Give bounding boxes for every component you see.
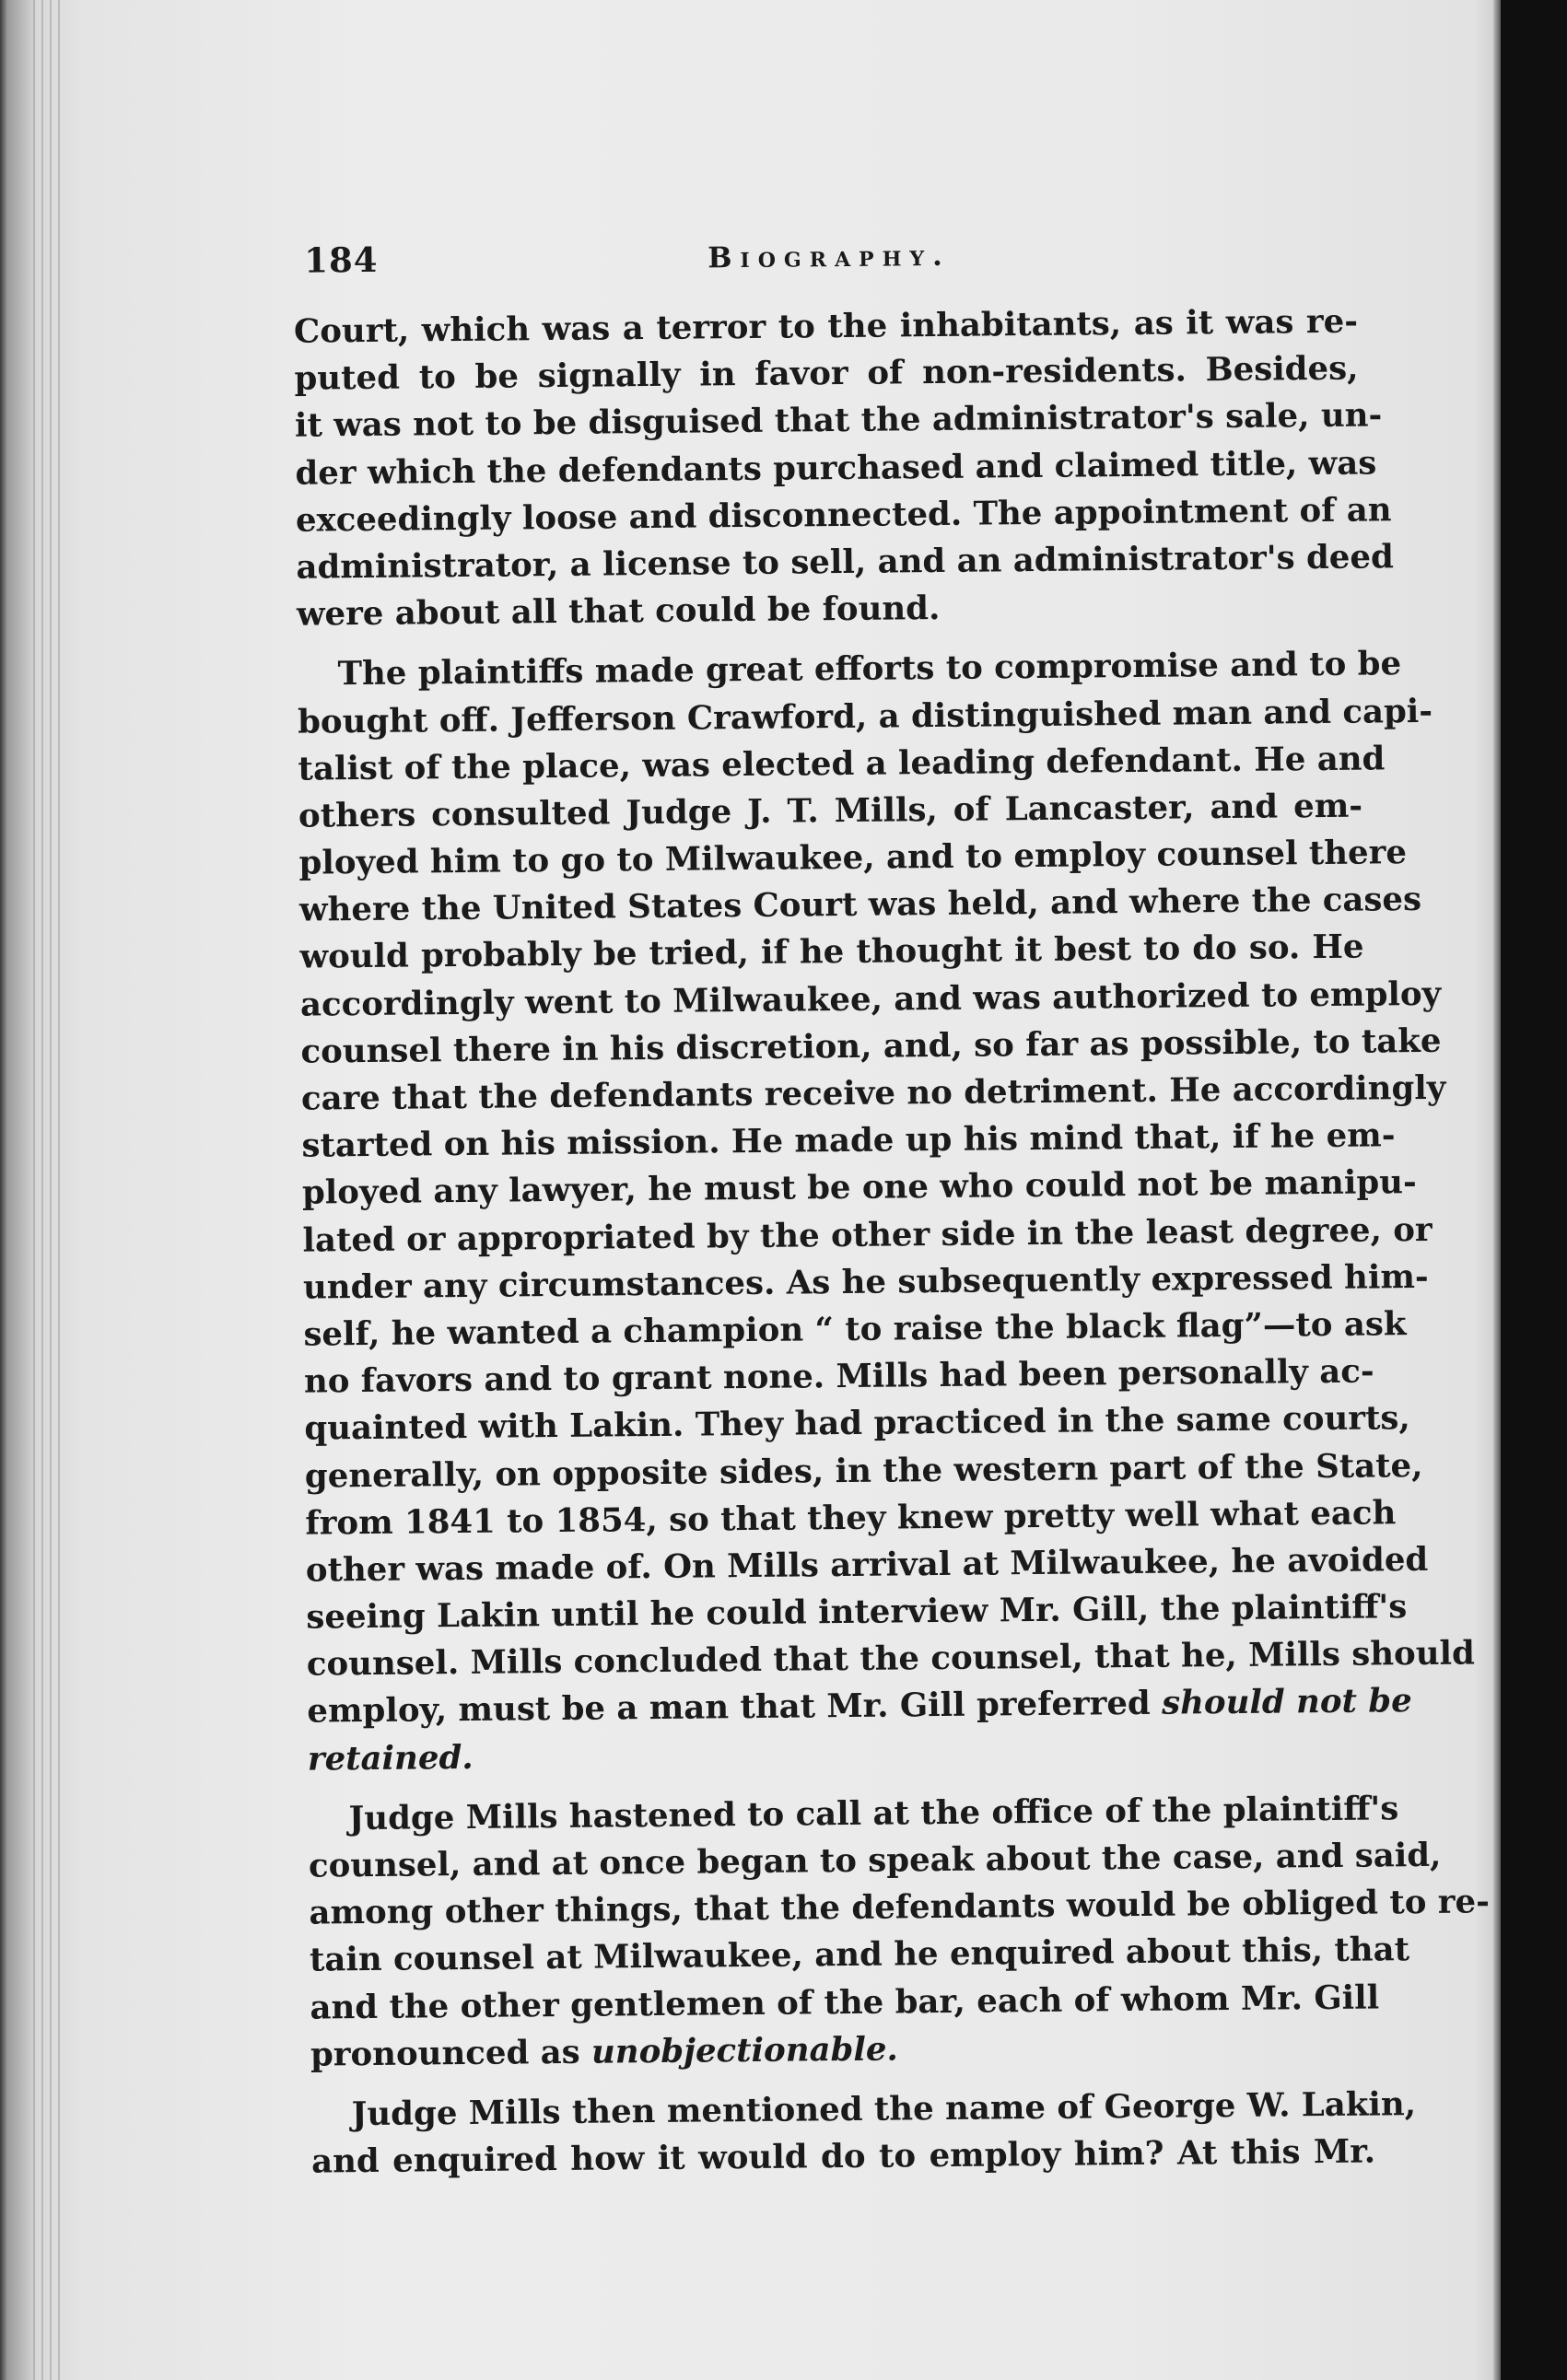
text-line: no favors and to grant none. Mills had been personally ac- [303,1352,1374,1401]
text-line: and enquired how it would do to employ him? At this Mr. [310,2132,1376,2181]
text-line: der which the defendants purchased and claimed title, was [295,443,1377,493]
text-line: The plaintiffs made great efforts to compromise and to be [337,645,1402,694]
text-segment: pronounced as [310,2033,580,2074]
page-number: 184 [304,239,379,281]
text-line: would probably be tried, if he thought it best to do so. He [299,928,1364,977]
text-line: talist of the place, was elected a leading defendant. He and [298,740,1386,788]
book-binding-edge [33,0,64,2380]
page-text-block [265,224,1491,2181]
text-line: ployed any lawyer, he must be one who could not be manipu- [301,1163,1417,1213]
italic-emphasis: should not be [1161,1682,1412,1723]
text-line: administrator, a license to sell, and an administrator's deed [296,538,1395,587]
text-line: under any circumstances. As he subsequently expressed him- [302,1257,1429,1307]
italic-emphasis: unobjectionable. [591,2030,898,2071]
running-head: Biography. [707,239,952,275]
text-line: and the other gentlemen of the bar, each of whom Mr. Gill [310,1978,1380,2027]
text-line: started on his mission. He made up his mind that, if he em- [301,1116,1396,1165]
text-line: ployed him to go to Milwaukee, and to employ counsel there [298,834,1408,882]
text-line: puted to be signally in favor of non-residents. Besides, [294,349,1359,398]
text-line: counsel, and at once began to speak about the case, and said, [308,1836,1442,1885]
text-line: seeing Lakin until he could interview Mr. Gill, the plaintiff's [306,1588,1408,1637]
text-line: were about all that could be found. [296,589,941,634]
text-line: counsel there in his discretion, and, so far as possible, to take [300,1021,1442,1071]
body-text [266,298,1491,2187]
text-line: it was not to be disguised that the administrator's sale, un- [294,396,1383,446]
text-line: Judge Mills then mentioned the name of George W. Lakin, [351,2085,1417,2134]
text-line: Judge Mills hastened to call at the office of the plaintiff's [348,1790,1399,1838]
scanner-background [1501,0,1567,2380]
text-line: where the United States Court was held, and where the cases [298,881,1422,929]
text-line: bought off. Jefferson Crawford, a distinguished man and capi- [297,692,1433,741]
text-line: self, he wanted a champion “ to raise the black flag”—to ask [303,1305,1407,1354]
text-line: among other things, that the defendants would be obliged to re- [309,1883,1491,1932]
text-segment: employ, must be a man that Mr. Gill preferred [307,1685,1151,1732]
page-header [265,224,1372,309]
text-line: counsel. Mills concluded that the counsel, that he, Mills should [306,1634,1476,1684]
text-line: lated or appropriated by the other side in the least degree, or [302,1210,1433,1260]
text-line: Court, which was a terror to the inhabitants, as it was re- [293,302,1359,351]
text-line: other was made of. On Mills arrival at Milwaukee, he avoided [305,1540,1429,1590]
text-line: others consulted Judge J. T. Mills, of Lancaster, and em- [298,787,1363,835]
text-line: quainted with Lakin. They had practiced in the same courts, [304,1399,1410,1448]
text-line: from 1841 to 1854, so that they knew pretty well what each [305,1493,1397,1543]
page-edge-shadow [1493,0,1501,2380]
text-line: exceedingly loose and disconnected. The appointment of an [295,491,1392,540]
text-line: generally, on opposite sides, in the western part of the State, [304,1446,1423,1496]
italic-emphasis: retained. [307,1738,474,1779]
text-line: tain counsel at Milwaukee, and he enquired about this, that [309,1931,1410,1979]
text-line: care that the defendants receive no detriment. He accordingly [300,1068,1446,1118]
text-line: accordingly went to Milwaukee, and was authorized to employ [299,974,1442,1024]
